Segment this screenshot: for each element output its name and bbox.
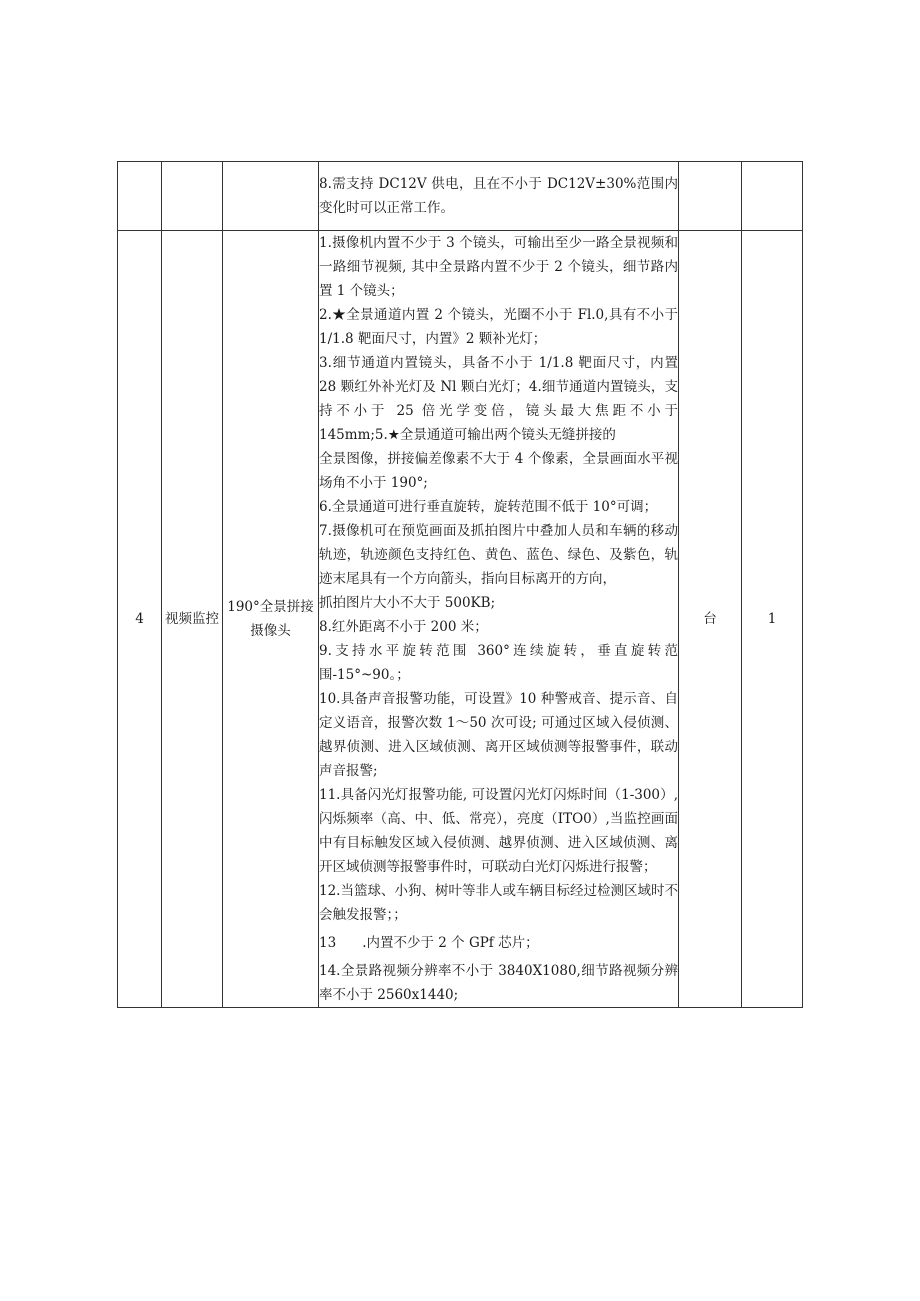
spec-line-6: 6.全景通道可进行垂直旋转，旋转范围不低于 10°可调； <box>319 499 658 515</box>
spec-line-7: 7.摄像机可在预览画面及抓拍图片中叠加人员和车辆的移动轨迹，轨迹颜色支持红色、黄色、蓝色、绿色、及紫色，轨迹末尾具有一个方向箭头，指向目标离开的方向， <box>319 523 678 587</box>
cell-product-name: 190°全景拼接摄像头 <box>223 231 319 1008</box>
spec-line-2: 2.★全景通道内置 2 个镜头，光圈不小于 Fl.0,具有不小于 1/1.8 靶面尺寸，内置》2 颗补光灯； <box>319 307 678 347</box>
spec-line-1: 1.摄像机内置不少于 3 个镜头，可输出至少一路全景视频和一路细节视频, 其中全景路内置不少于 2 个镜头，细节路内置 1 个镜头； <box>319 235 678 299</box>
spec-line: 8.需支持 DC12V 供电，且在不小于 DC12V±30%范围内变化时可以正常工作。 <box>319 176 678 216</box>
table-row-continued <box>118 162 803 231</box>
spec-line-3: 3.细节通道内置镜头，具备不小于 1/1.8 靶面尺寸，内置 28 颗红外补光灯及 Nl 颗白光灯；4.细节通道内置镜头，支持不小于 25 倍光学变倍，镜头最大焦距不小于 145mm;5.★全景通道可输出两个镜头无缝拼接的 <box>319 355 678 443</box>
spec-line-9: 9.支持水平旋转范围 360°连续旋转，垂直旋转范围-15°~90。； <box>319 643 678 683</box>
spec-item-13-text: .内置不少于 2 个 GPf 芯片； <box>362 935 539 951</box>
cell-specifications <box>319 231 679 1008</box>
cell-category-empty <box>162 162 223 231</box>
cell-item-no: 4 <box>118 231 162 1008</box>
spec-line-14: 14.全景路视频分辨率不小于 3840X1080,细节路视频分辨率不小于 2560x1440; <box>319 963 678 1003</box>
spec-line-4: 全景图像，拼接偏差像素不大于 4 个像素，全景画面水平视场角不小于 190°; <box>319 451 678 491</box>
cell-name-empty <box>223 162 319 231</box>
table-row-item-4 <box>118 231 803 1008</box>
spec-item-13-number: 13 <box>319 935 337 951</box>
cell-spec-continued <box>319 162 679 231</box>
cell-unit-empty <box>679 162 742 231</box>
cell-no-empty <box>118 162 162 231</box>
spec-line-13 <box>319 931 678 955</box>
spec-line-8: 8.红外距离不小于 200 米； <box>319 619 488 635</box>
spec-line-11: 11.具备闪光灯报警功能, 可设置闪光灯闪烁时间（1-300）,闪烁频率（高、中、低、常亮），亮度（ITO0）,当监控画面中有目标触发区域入侵侦测、越界侦测、进入区域侦测、离开区域侦测等报警事件时，可联动白光灯闪烁进行报警； <box>319 787 678 875</box>
cell-unit: 台 <box>679 231 742 1008</box>
spec-line-12: 12.当篮球、小狗、树叶等非人或车辆目标经过检测区域时不会触发报警；； <box>319 883 678 923</box>
cell-category: 视频监控 <box>162 231 223 1008</box>
cell-quantity: 1 <box>742 231 803 1008</box>
equipment-spec-table <box>117 161 803 1008</box>
spec-line-7b: 抓拍图片大小不大于 500KB; <box>319 595 496 611</box>
cell-qty-empty <box>742 162 803 231</box>
spec-line-10: 10.具备声音报警功能，可设置》10 种警戒音、提示音、自定义语音，报警次数 1～50 次可设; 可通过区域入侵侦测、越界侦测、进入区域侦测、离开区域侦测等报警事件，联动声音报警; <box>319 691 678 779</box>
